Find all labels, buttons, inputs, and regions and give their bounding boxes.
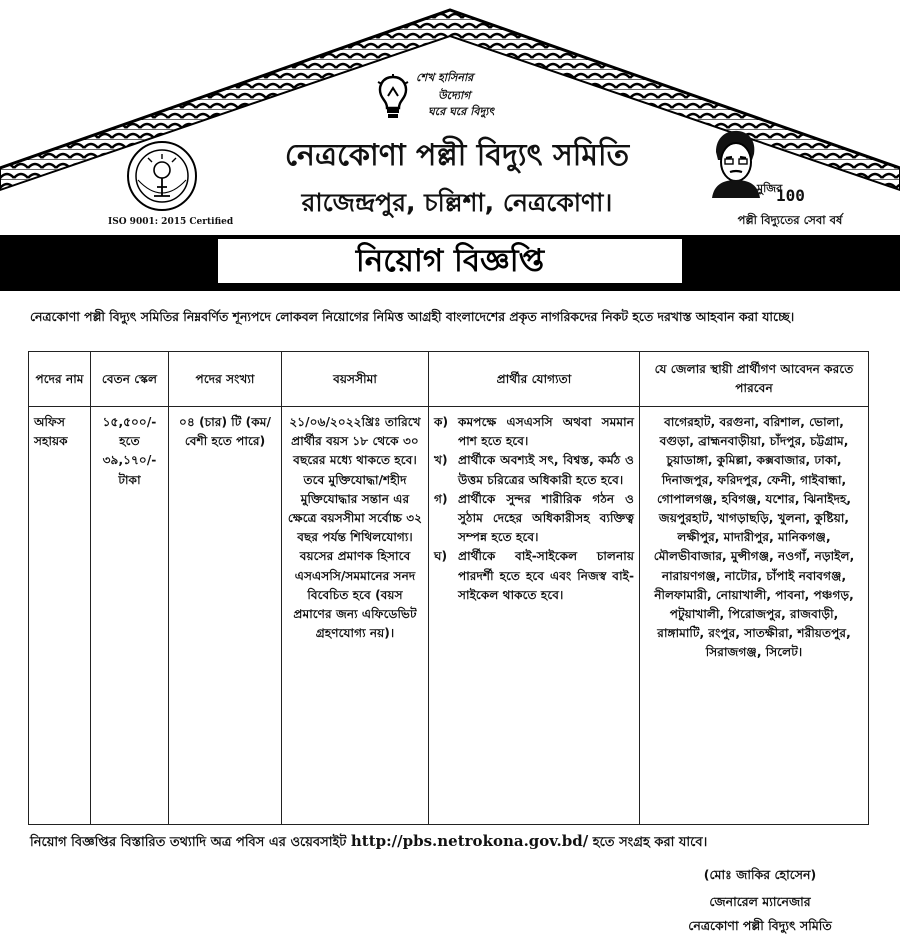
signatory-name: (মোঃ জাকির হোসেন) — [703, 867, 817, 882]
header-districts: যে জেলার স্থায়ী প্রার্থীগণ আবেদন করতে পারবেন — [640, 352, 869, 407]
table-row — [29, 407, 869, 825]
qualification-text: প্রার্থীকে সুন্দর শারীরিক গঠন ও সুঠাম দেহের অধিকারীসহ ব্যক্তিত্ব সম্পন্ন হতে হবে। — [458, 491, 634, 545]
qualification-mark: গ) — [434, 491, 448, 506]
header-pay-scale: বেতন স্কেল — [91, 352, 169, 407]
mujib-100-logo-number: 100 — [776, 186, 805, 205]
mujib-slogan: পল্লী বিদ্যুতের সেবা বর্ষ — [737, 213, 843, 227]
vacancy-table — [28, 351, 869, 825]
portrait-image — [708, 128, 762, 198]
website-link[interactable]: http://pbs.netrokona.gov.bd/ — [350, 832, 589, 850]
more-info-line — [30, 832, 870, 854]
cell-pay-scale: ১৫,৫০০/- হতে ৩৯,১৭০/- টাকা — [91, 407, 169, 825]
cell-post-count: ০৪ (চার) টি (কম/বেশী হতে পারে) — [169, 407, 282, 825]
organization-name: নেত্রকোণা পল্লী বিদ্যুৎ সমিতি — [284, 138, 630, 173]
header-post-name: পদের নাম — [29, 352, 91, 407]
table-header-row — [29, 352, 869, 407]
qualification-list — [434, 413, 634, 605]
cell-qualification — [429, 407, 640, 825]
list-item — [434, 413, 634, 451]
iso-certification: ISO 9001: 2015 Certified — [108, 217, 234, 227]
list-item — [434, 547, 634, 605]
campaign-logo-line-2: উদ্যোগ — [438, 89, 471, 102]
qualification-mark: ক) — [434, 415, 449, 429]
signatory-title: জেনারেল ম্যানেজার — [709, 894, 811, 909]
campaign-logo-line-1: শেখ হাসিনার — [416, 71, 474, 84]
header-age-limit: বয়সসীমা — [282, 352, 429, 407]
mujib-100-logo-text: মুজিব — [757, 182, 783, 195]
intro-paragraph: নেত্রকোণা পল্লী বিদ্যুৎ সমিতির নিম্নবর্ণিত শূন্যপদে লোকবল নিয়োগের নিমিত্ত আগ্রহী বাংলাদেশের প্রকৃত নাগরিকদের নিকট হতে দরখাস্ত আহবান করা যাচ্ছে। — [30, 309, 795, 325]
pbs-seal-logo — [126, 140, 198, 212]
cell-post-name: অফিস সহায়ক — [29, 407, 91, 825]
list-item — [434, 490, 634, 548]
list-item — [434, 451, 634, 489]
signatory-organization: নেত্রকোণা পল্লী বিদ্যুৎ সমিতি — [688, 918, 832, 933]
header-post-count: পদের সংখ্যা — [169, 352, 282, 407]
qualification-text: কমপক্ষে এসএসসি অথবা সমমান পাশ হতে হবে। — [458, 415, 634, 449]
notice-title: নিয়োগ বিজ্ঞপ্তি — [218, 239, 682, 283]
qualification-text: প্রার্থীকে অবশ্যই সৎ, বিশ্বস্ত, কর্মঠ ও উত্তম চরিত্রের অধিকারী হতে হবে। — [458, 453, 634, 487]
header-qualification: প্রার্থীর যোগ্যতা — [429, 352, 640, 407]
cell-districts: বাগেরহাট, বরগুনা, বরিশাল, ভোলা, বগুড়া, ব্রাহ্মনবাড়ীয়া, চাঁদপুর, চট্টগ্রাম, চুয়াডাঙ্গা, কুমিল্লা, কক্সবাজার, ঢাকা, দিনাজপুর, ফরিদপুর, ফেনী, গাইবান্ধা, গোপালগঞ্জ, হবিগঞ্জ, যশোর, ঝিনাইদহ, জয়পুরহাট, খাগড়াছড়ি, খুলনা, কুষ্টিয়া, লক্ষীপুর, মাদারীপুর, মানিকগঞ্জ, মৌলভীবাজার, মুন্সীগঞ্জ, নওগাঁ, নড়াইল, নারায়ণগঞ্জ, নাটোর, চাঁপাই নবাবগঞ্জ, নীলফামারী, নোয়াখালী, পাবনা, পঞ্চগড়, পটুয়াখালী, পিরোজপুর, রাজবাড়ী, রাঙ্গামাটি, রংপুর, সাতক্ষীরা, শরীয়তপুর, সিরাজগঞ্জ, সিলেট। — [640, 407, 869, 825]
cell-age-limit: ২১/০৬/২০২২খ্রিঃ তারিখে প্রার্থীর বয়স ১৮ থেকে ৩০ বছরের মধ্যে থাকতে হবে। তবে মুক্তিযোদ্ধা/শহীদ মুক্তিযোদ্ধার সন্তান এর ক্ষেত্রে বয়সসীমা সর্বোচ্চ ৩২ বছর পর্যন্ত শিথিলযোগ্য। বয়সের প্রমাণক হিসাবে এসএসসি/সমমানের সনদ বিবেচিত হবে (বয়স প্রমাণের জন্য এফিডেভিট গ্রহণযোগ্য নয়)। — [282, 407, 429, 825]
qualification-mark: খ) — [434, 453, 448, 468]
qualification-mark: ঘ) — [434, 549, 448, 564]
campaign-logo-line-3: ঘরে ঘরে বিদ্যুৎ — [428, 105, 495, 118]
more-info-suffix: হতে সংগ্রহ করা যাবে। — [592, 835, 708, 850]
more-info-prefix: নিয়োগ বিজ্ঞপ্তির বিস্তারিত তথ্যাদি অত্র পবিস এর ওয়েবসাইট — [30, 835, 347, 850]
campaign-logo — [368, 68, 538, 126]
bulb-icon — [376, 74, 410, 122]
organization-address: রাজেন্দ্রপুর, চল্লিশা, নেত্রকোণা। — [301, 188, 613, 217]
qualification-text: প্রার্থীকে বাই-সাইকেল চালনায় পারদর্শী হতে হবে এবং নিজস্ব বাই-সাইকেল থাকতে হবে। — [458, 549, 634, 602]
